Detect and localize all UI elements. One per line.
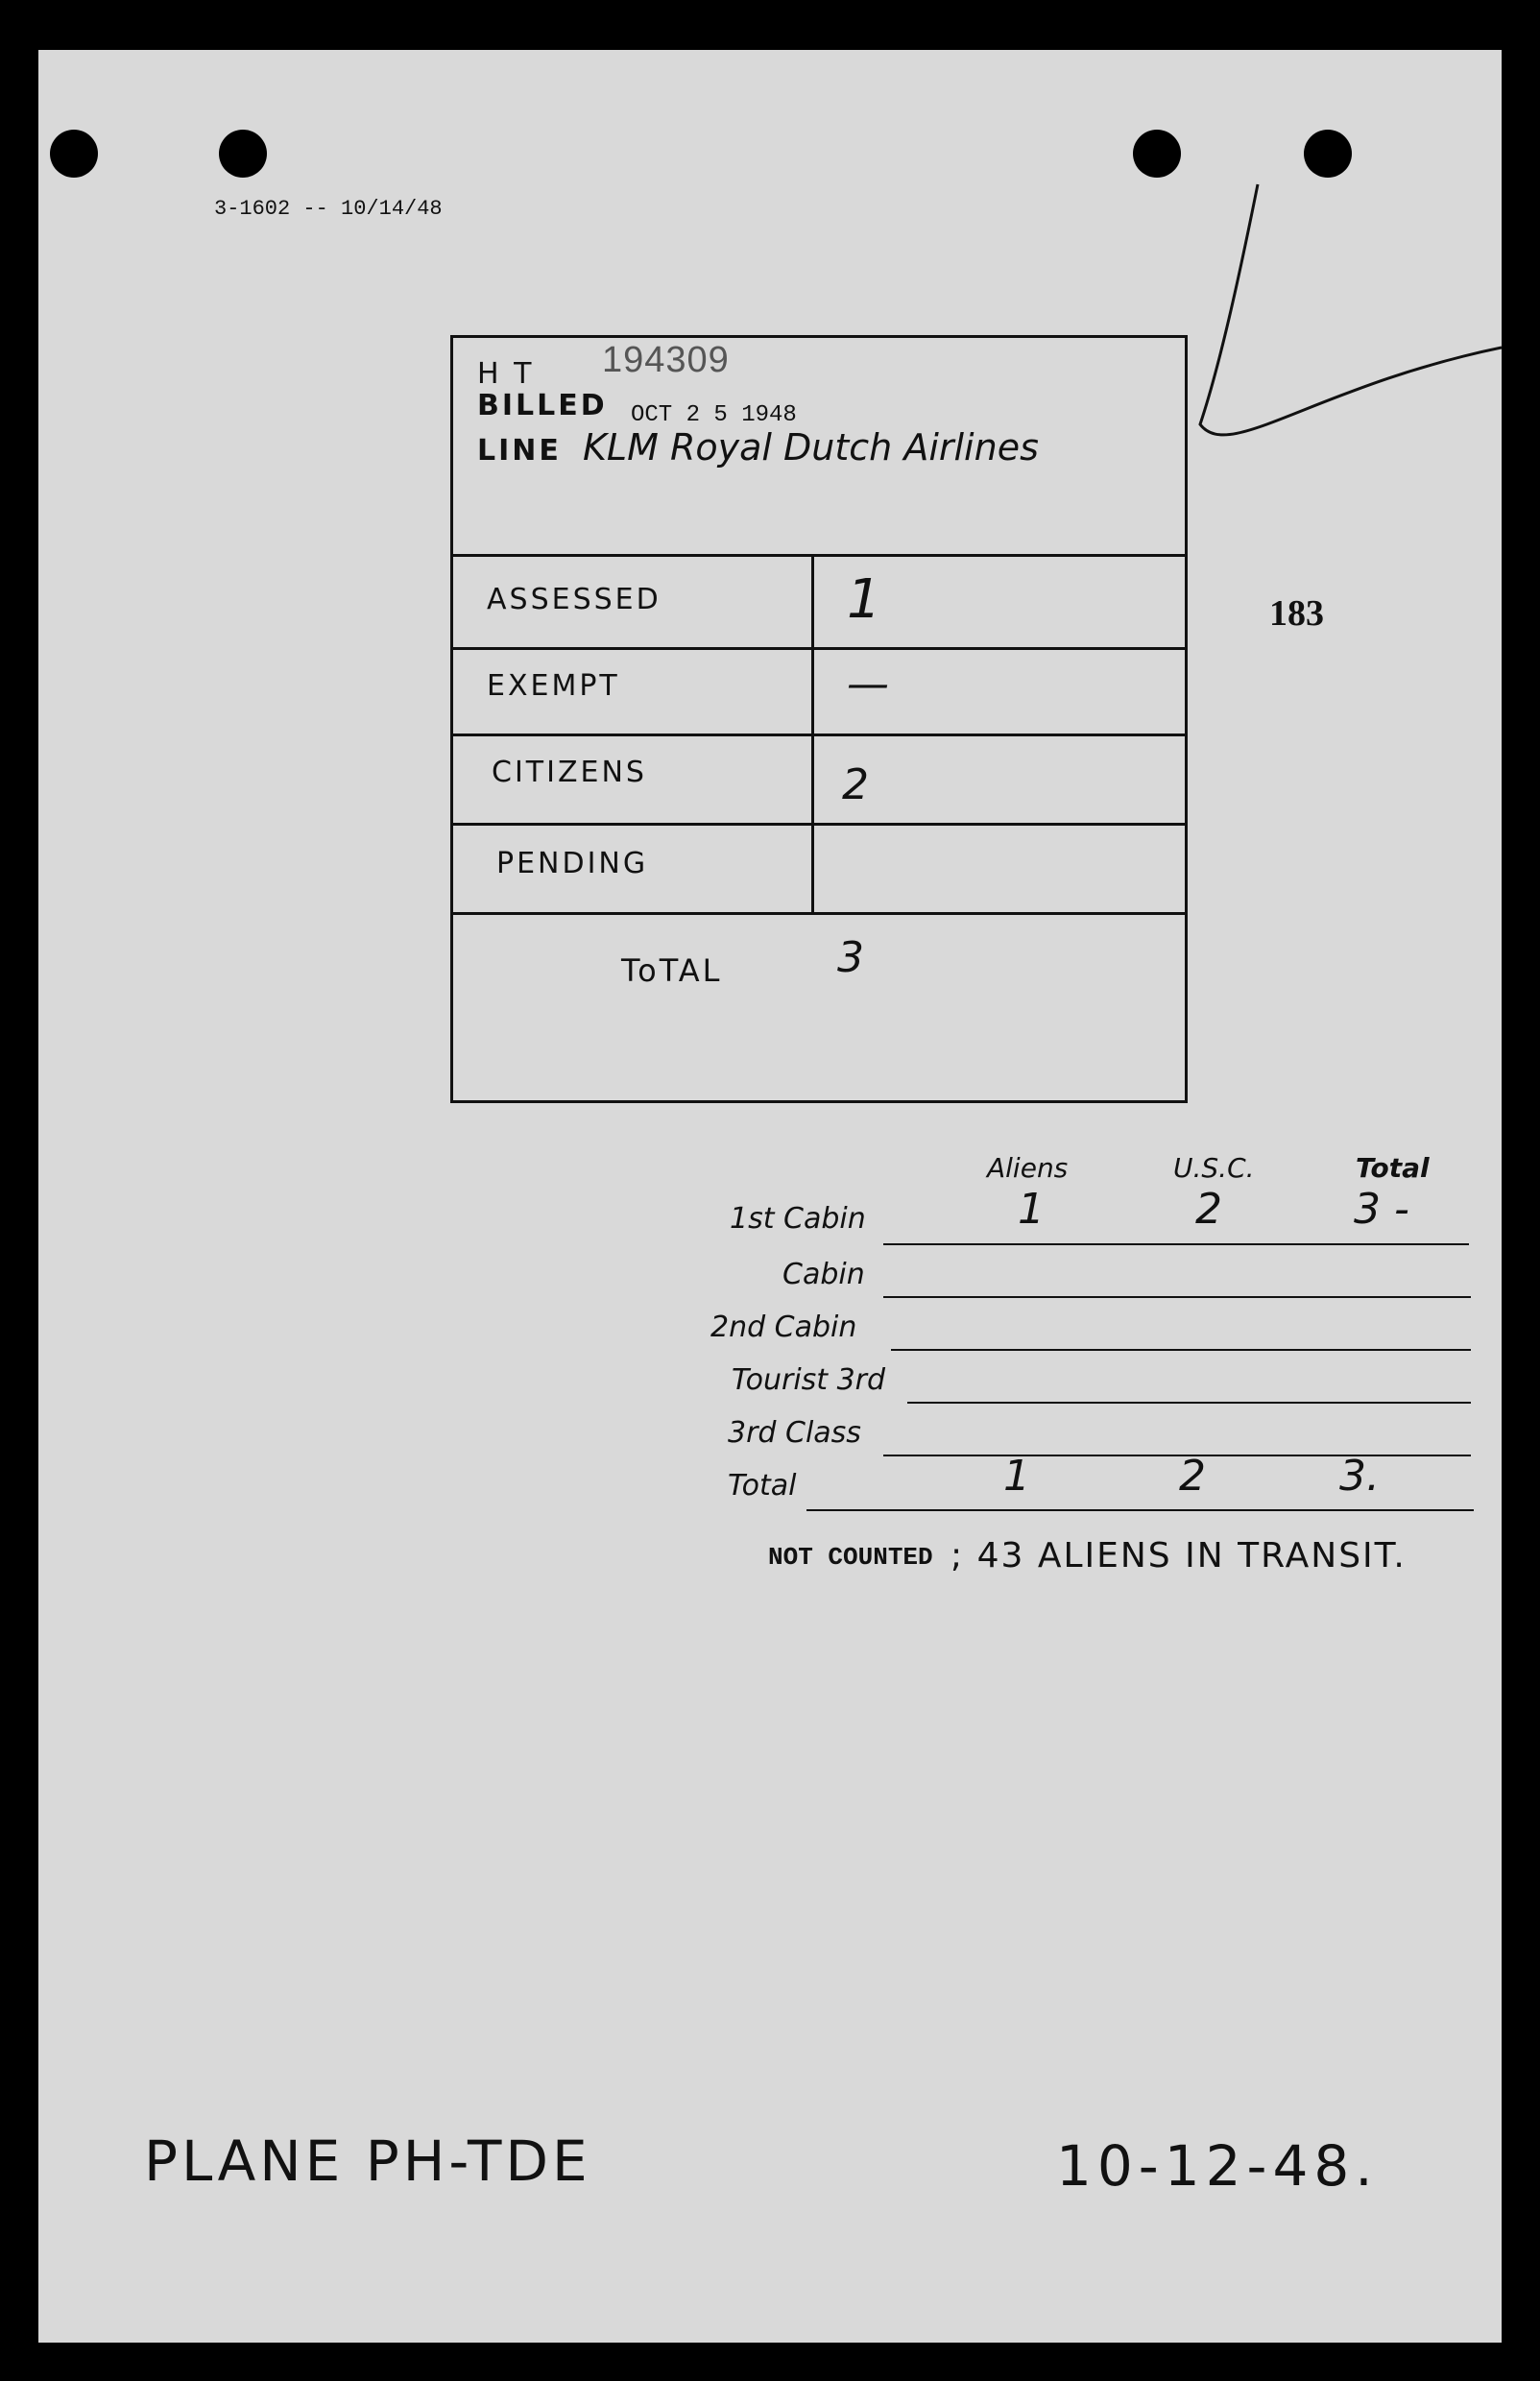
exempt-value: —: [847, 660, 889, 709]
billed-date: OCT 2 5 1948: [631, 402, 797, 428]
pending-label: PENDING: [496, 847, 649, 880]
not-counted-label: NOT COUNTED: [768, 1543, 933, 1572]
citizens-value: 2: [842, 760, 869, 809]
divider: [453, 734, 1185, 736]
row-rule: [883, 1243, 1469, 1245]
row-label-cabin: Cabin: [782, 1258, 865, 1291]
row-1st-cabin-aliens: 1: [1018, 1185, 1045, 1234]
row-total-usc: 2: [1179, 1452, 1206, 1501]
punch-hole: [50, 130, 98, 178]
assessed-label: ASSESSED: [487, 583, 662, 616]
punch-hole: [219, 130, 267, 178]
row-label-tourist-3rd: Tourist 3rd: [732, 1363, 886, 1397]
divider: [811, 554, 814, 912]
document-page: [38, 50, 1502, 2343]
exempt-label: EXEMPT: [487, 669, 620, 703]
tally-box: [450, 335, 1188, 1103]
row-label-3rd-class: 3rd Class: [728, 1416, 861, 1450]
row-rule: [907, 1402, 1471, 1404]
ht-number: 194309: [602, 340, 730, 380]
divider: [453, 912, 1185, 915]
form-number: 3-1602 -- 10/14/48: [214, 197, 443, 221]
row-label-total: Total: [728, 1469, 797, 1503]
row-rule: [891, 1349, 1471, 1351]
total-label: ToTAL: [621, 952, 723, 989]
ht-label: H T: [477, 357, 535, 391]
line-value: KLM Royal Dutch Airlines: [583, 426, 1039, 469]
row-total-total: 3.: [1339, 1452, 1380, 1501]
line-label: LINE: [477, 434, 562, 468]
row-1st-cabin-usc: 2: [1195, 1185, 1222, 1234]
divider: [453, 823, 1185, 826]
row-rule: [883, 1296, 1471, 1298]
col-header-total: Total: [1356, 1152, 1430, 1184]
plane-id: PLANE PH-TDE: [144, 2128, 591, 2194]
row-1st-cabin-total: 3 -: [1354, 1185, 1409, 1234]
row-label-1st-cabin: 1st Cabin: [730, 1202, 866, 1236]
total-value: 3: [837, 933, 864, 982]
divider: [453, 554, 1185, 557]
row-total-aliens: 1: [1003, 1452, 1030, 1501]
not-counted-value: ; 43 ALIENS IN TRANSIT.: [950, 1536, 1407, 1575]
row-label-2nd-cabin: 2nd Cabin: [710, 1311, 857, 1344]
col-header-aliens: Aliens: [987, 1152, 1069, 1184]
row-rule: [806, 1509, 1474, 1511]
footer-date: 10-12-48.: [1056, 2133, 1379, 2199]
billed-label: BILLED: [477, 389, 608, 422]
assessed-value: 1: [847, 568, 881, 631]
divider: [453, 647, 1185, 650]
pen-stroke: [1143, 136, 1502, 482]
col-header-usc: U.S.C.: [1173, 1152, 1255, 1184]
citizens-label: CITIZENS: [492, 756, 647, 789]
page-number: 183: [1269, 593, 1324, 634]
row-rule: [883, 1455, 1471, 1456]
